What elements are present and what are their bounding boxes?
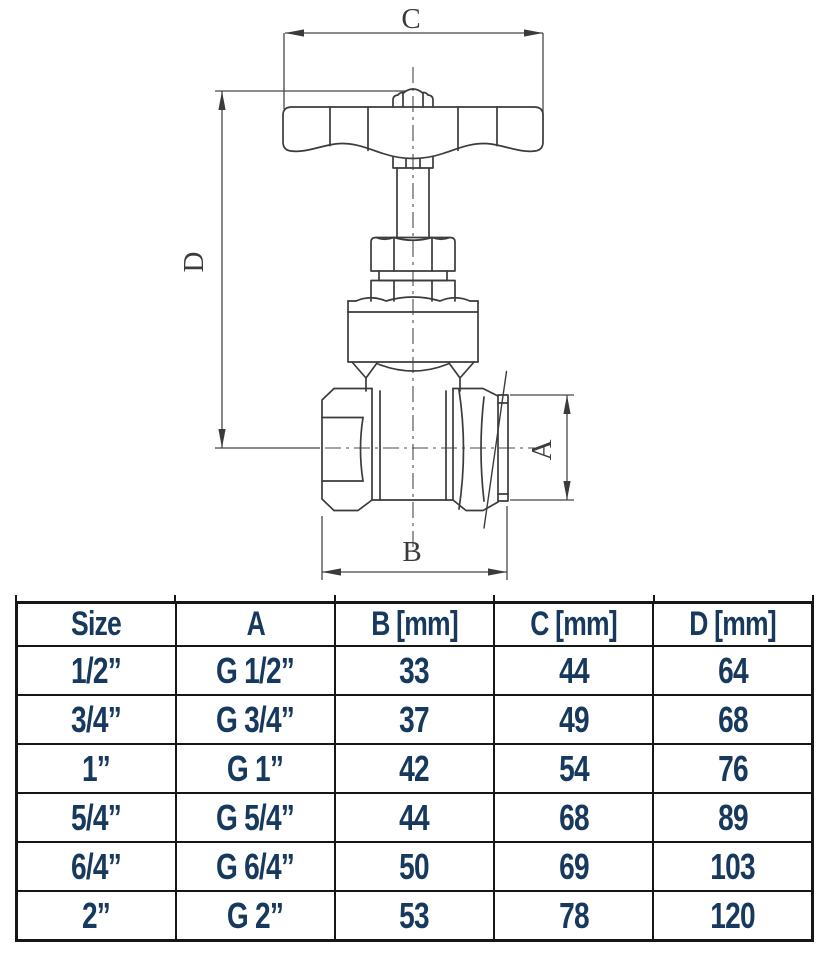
arrowhead-left: [285, 29, 304, 36]
table-cell: 68: [653, 695, 812, 744]
grid-tick: [493, 595, 495, 602]
table-cell: 37: [335, 695, 494, 744]
table-cell: G 5/4”: [176, 793, 335, 842]
table-cell: G 6/4”: [176, 842, 335, 891]
dim-a-label: A: [526, 439, 558, 461]
table-cell: 76: [653, 744, 812, 793]
table-cell: G 2”: [176, 891, 335, 941]
table-cell: 68: [494, 793, 653, 842]
spec-table: [15, 601, 814, 942]
table-cell: 120: [653, 891, 812, 941]
grid-tick: [174, 595, 176, 602]
table-cell: 53: [335, 891, 494, 941]
table-row: [17, 793, 813, 842]
grid-tick: [334, 595, 336, 602]
arrowhead-down: [563, 481, 570, 500]
table-row: [17, 695, 813, 744]
table-cell: 3/4”: [17, 695, 176, 744]
table-cell: 42: [335, 744, 494, 793]
table-row: [17, 646, 813, 695]
arrowhead-up: [218, 91, 225, 110]
center-lines: [296, 67, 536, 548]
table-cell: 44: [335, 793, 494, 842]
table-cell: 89: [653, 793, 812, 842]
table-cell: G 3/4”: [176, 695, 335, 744]
table-cell: 1/2”: [17, 646, 176, 695]
table-cell: 54: [494, 744, 653, 793]
table-row: [17, 744, 813, 793]
table-cell: 44: [494, 646, 653, 695]
dimension-d: [215, 91, 407, 448]
dim-d-label: D: [178, 251, 210, 273]
table-cell: 49: [494, 695, 653, 744]
table-cell: 6/4”: [17, 842, 176, 891]
column-header: C [mm]: [494, 603, 653, 647]
body-right-hex: [453, 389, 508, 511]
arrowhead-up: [563, 395, 570, 414]
column-header: Size: [17, 603, 176, 647]
table-cell: 1”: [17, 744, 176, 793]
table-cell: 50: [335, 842, 494, 891]
table-cell: 64: [653, 646, 812, 695]
spec-table-body: [17, 646, 813, 941]
table-cell: 5/4”: [17, 793, 176, 842]
arrowhead-left: [322, 568, 341, 575]
table-cell: 33: [335, 646, 494, 695]
table-cell: 2”: [17, 891, 176, 941]
table-cell: G 1/2”: [176, 646, 335, 695]
arrowhead-right: [488, 568, 507, 575]
dim-b-label: B: [402, 536, 422, 568]
table-row: [17, 842, 813, 891]
dim-c-label: C: [401, 3, 421, 35]
grid-tick: [812, 595, 814, 602]
table-cell: 103: [653, 842, 812, 891]
grid-tick: [15, 595, 17, 602]
table-cell: 78: [494, 891, 653, 941]
arrowhead-down: [218, 429, 225, 448]
table-cell: 69: [494, 842, 653, 891]
column-header: A: [176, 603, 335, 647]
column-header: B [mm]: [335, 603, 494, 647]
grid-tick: [653, 595, 655, 602]
table-cell: G 1”: [176, 744, 335, 793]
body-left-hex: [322, 389, 372, 511]
arrowhead-right: [524, 29, 543, 36]
column-header: D [mm]: [653, 603, 812, 647]
spec-table-header-row: [17, 603, 813, 647]
table-row: [17, 891, 813, 941]
